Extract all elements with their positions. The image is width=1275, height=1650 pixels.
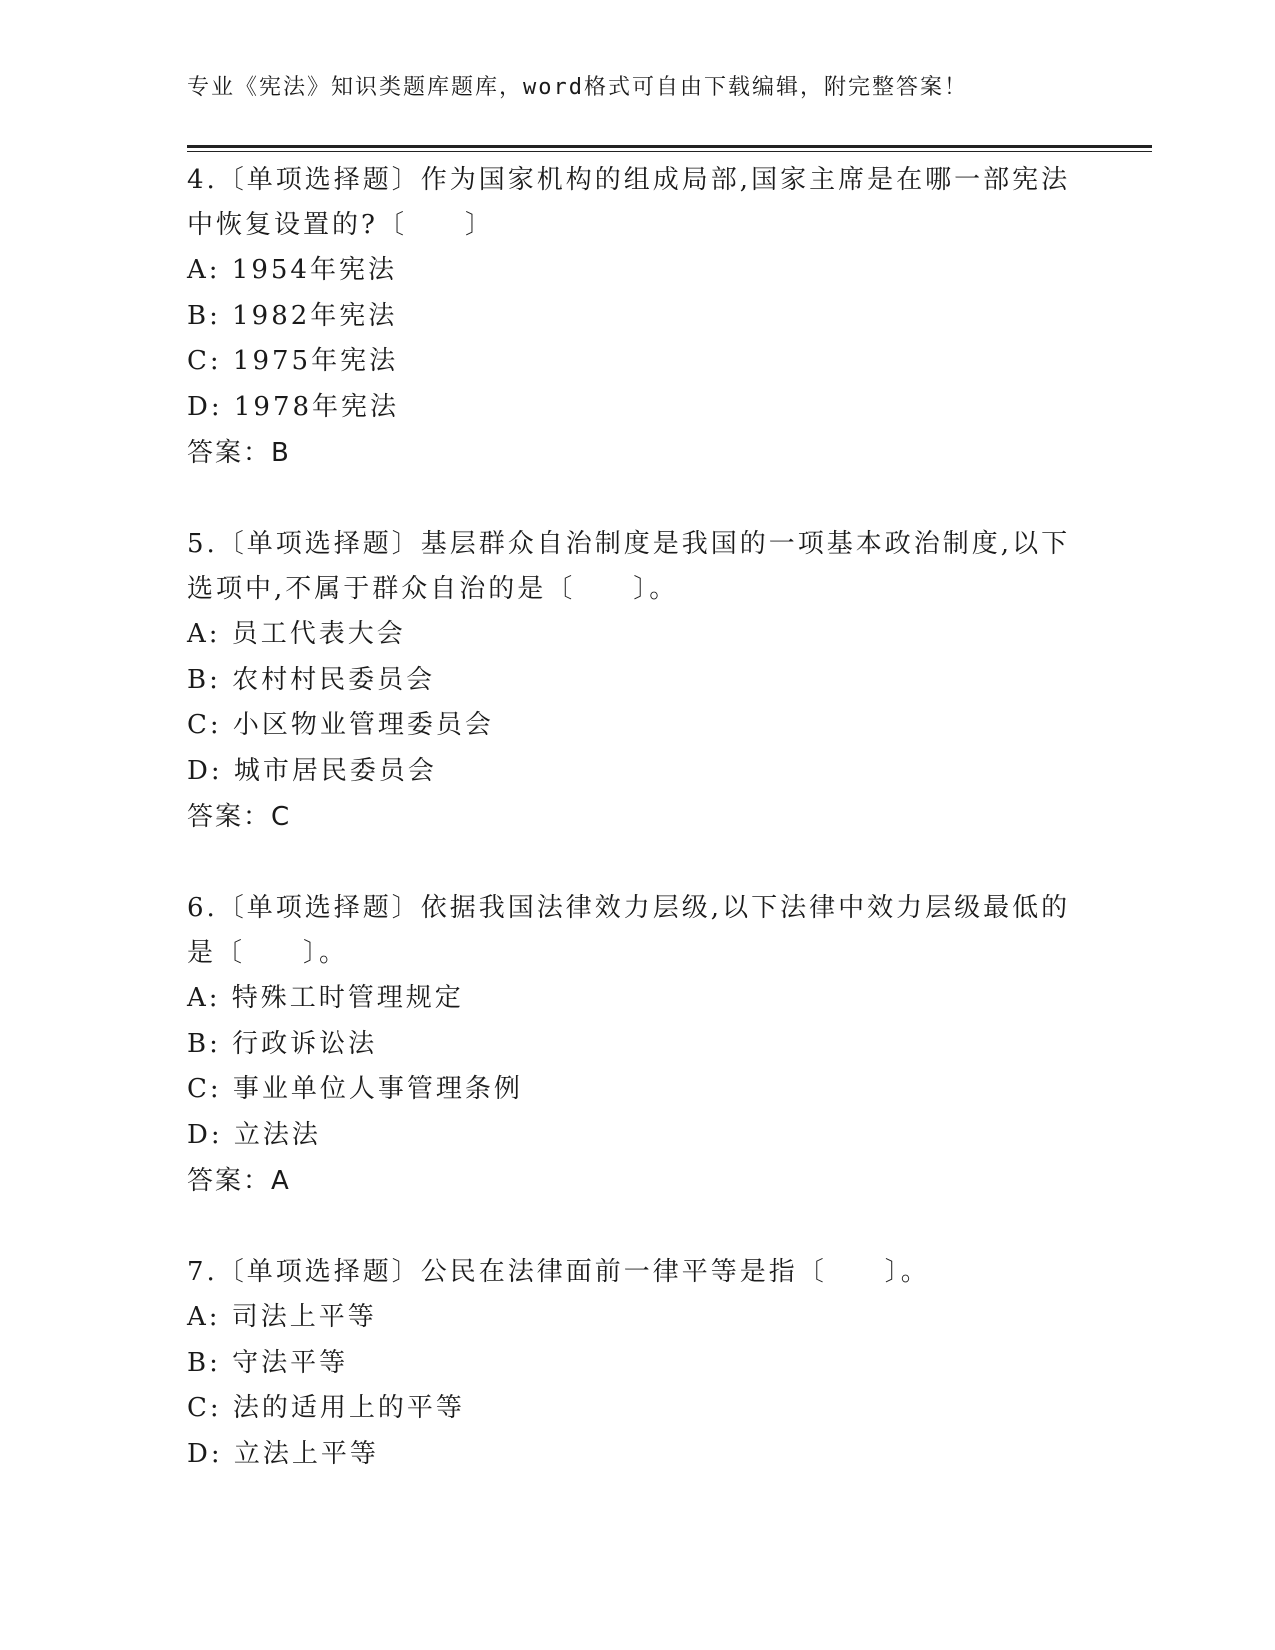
- option-d: D: 立法上平等: [187, 1438, 379, 1469]
- header-rule-thick: [187, 145, 1152, 148]
- question-4: [187, 158, 1087, 476]
- question-7: [187, 1250, 1087, 1477]
- question-text: 7.〔单项选择题〕公民在法律面前一律平等是指〔 〕。: [187, 1257, 930, 1287]
- option-d: D: 城市居民委员会: [187, 755, 437, 786]
- question-text: 5.〔单项选择题〕基层群众自治制度是我国的一项基本政治制度,以下选项中,不属于群众自治的是〔 〕。: [187, 529, 1071, 604]
- answer: 答案：B: [187, 438, 291, 468]
- option-b: B: 行政诉讼法: [187, 1028, 378, 1059]
- answer: 答案：A: [187, 1166, 291, 1196]
- question-6: [187, 886, 1087, 1204]
- option-a: A: 员工代表大会: [187, 619, 406, 649]
- question-5: [187, 522, 1087, 840]
- option-d: D: 1978年宪法: [187, 391, 400, 422]
- question-list: [187, 158, 1087, 1523]
- option-a: A: 司法上平等: [187, 1302, 377, 1332]
- option-b: B: 守法平等: [187, 1347, 349, 1378]
- page-header: 专业《宪法》知识类题库题库，word格式可自由下载编辑，附完整答案！: [187, 75, 968, 100]
- option-c: C: 事业单位人事管理条例: [187, 1074, 523, 1104]
- option-a: A: 特殊工时管理规定: [187, 983, 464, 1013]
- header-rule-thin: [187, 151, 1152, 152]
- option-d: D: 立法法: [187, 1119, 321, 1150]
- option-c: C: 小区物业管理委员会: [187, 710, 494, 740]
- option-a: A: 1954年宪法: [187, 255, 397, 285]
- option-c: C: 1975年宪法: [187, 346, 399, 376]
- option-b: B: 农村村民委员会: [187, 664, 436, 695]
- question-text: 6.〔单项选择题〕依据我国法律效力层级,以下法律中效力层级最低的是〔 〕。: [187, 893, 1071, 968]
- answer: 答案：C: [187, 802, 292, 832]
- option-c: C: 法的适用上的平等: [187, 1393, 465, 1423]
- question-text: 4.〔单项选择题〕作为国家机构的组成局部,国家主席是在哪一部宪法中恢复设置的?〔 〕: [187, 165, 1071, 240]
- option-b: B: 1982年宪法: [187, 300, 398, 331]
